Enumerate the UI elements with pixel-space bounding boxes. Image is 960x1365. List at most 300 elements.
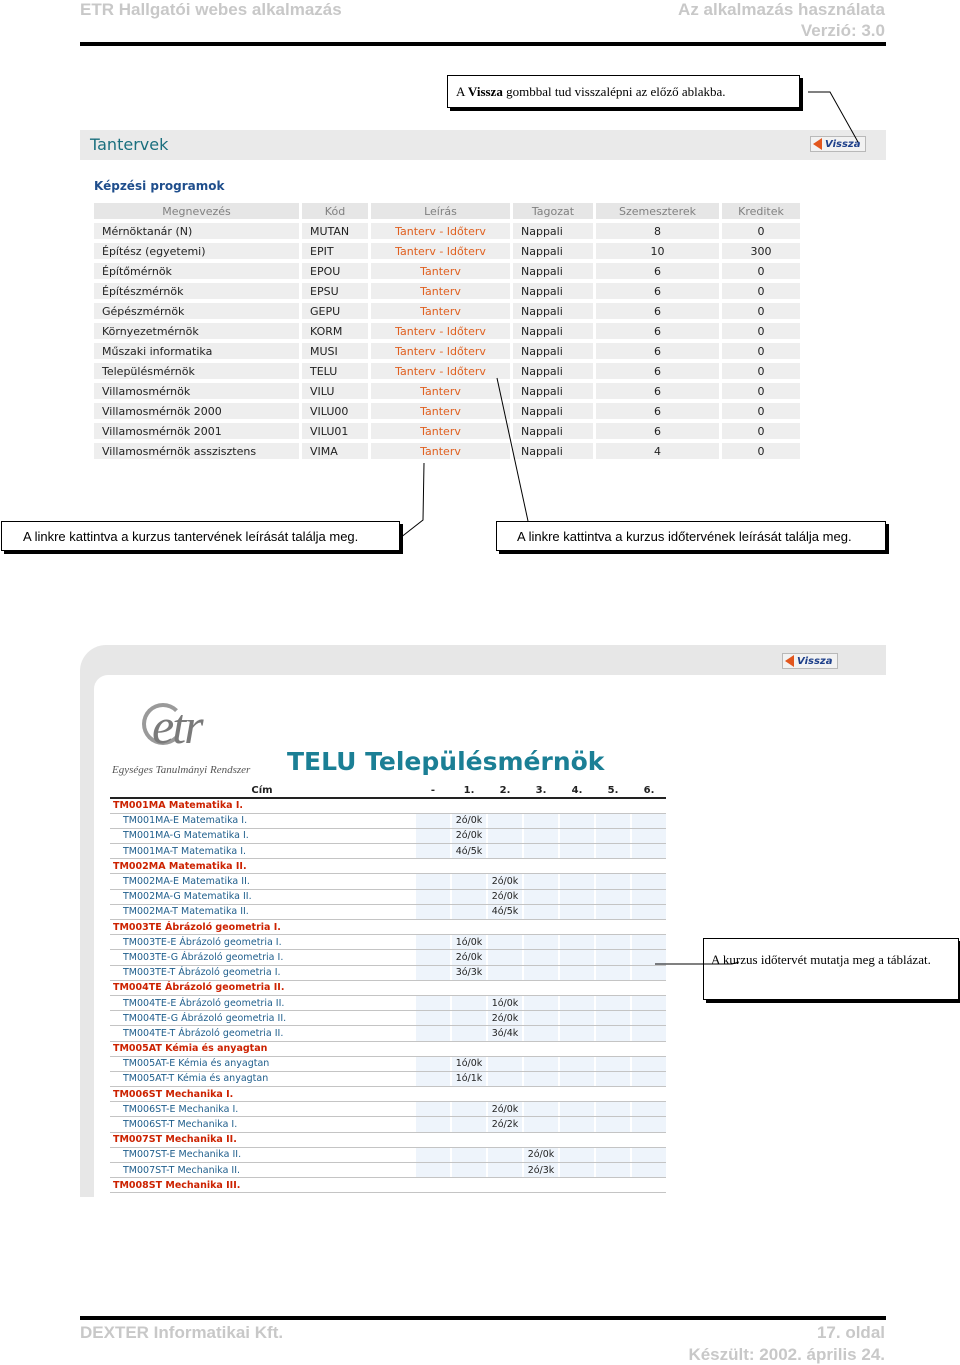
- back-button[interactable]: [810, 136, 866, 152]
- semester-cell: [560, 1117, 594, 1132]
- semester-cell: [416, 889, 450, 904]
- course-name: TM007ST-T Mechanika II.: [110, 1163, 414, 1178]
- semester-cell: [452, 1163, 486, 1178]
- semester-cell: [488, 798, 522, 813]
- semester-cell: [524, 1087, 558, 1102]
- semester-cell: [524, 813, 558, 828]
- semester-cell: [596, 874, 630, 889]
- cell-sem: 8: [596, 223, 719, 239]
- semester-cell: [560, 1011, 594, 1026]
- table-row: [94, 363, 800, 379]
- semester-cell: [452, 1117, 486, 1132]
- column-header-semester: -: [416, 783, 450, 798]
- cell-name: Villamosmérnök 2001: [94, 423, 299, 439]
- cell-name: Építész (egyetemi): [94, 243, 299, 259]
- cell-credits: 0: [722, 303, 800, 319]
- screenshot-timeplan: [80, 645, 886, 1197]
- semester-cell: [560, 844, 594, 859]
- semester-cell: 2ó/0k: [452, 828, 486, 843]
- cell-sem: 10: [596, 243, 719, 259]
- course-name: TM005AT-T Kémia és anyagtan: [110, 1071, 414, 1086]
- course-name: TM003TE-T Ábrázoló geometria I.: [110, 965, 414, 980]
- semester-cell: [632, 1147, 666, 1162]
- table-row: [94, 323, 800, 339]
- semester-cell: [596, 859, 630, 874]
- semester-cell: [524, 1026, 558, 1041]
- course-name: TM003TE-E Ábrázoló geometria I.: [110, 935, 414, 950]
- semester-cell: [524, 1102, 558, 1117]
- subject-row: [110, 844, 666, 859]
- semester-cell: [632, 1071, 666, 1086]
- semester-cell: [560, 995, 594, 1010]
- cell-sem: 4: [596, 443, 719, 459]
- semester-cell: [524, 904, 558, 919]
- cell-mode: Nappali: [513, 423, 593, 439]
- semester-cell: [488, 1132, 522, 1147]
- semester-cell: 2ó/0k: [488, 889, 522, 904]
- semester-cell: [560, 1041, 594, 1056]
- semester-cell: 1ó/0k: [452, 935, 486, 950]
- semester-cell: [632, 995, 666, 1010]
- semester-cell: [488, 1147, 522, 1162]
- course-name: TM004TE-T Ábrázoló geometria II.: [110, 1026, 414, 1041]
- semester-cell: [632, 950, 666, 965]
- semester-cell: [632, 965, 666, 980]
- semester-cell: [560, 859, 594, 874]
- description-link[interactable]: Tanterv: [371, 263, 510, 279]
- cell-code: VILU01: [302, 423, 368, 439]
- table-row: [94, 223, 800, 239]
- callout-back-prefix: A: [456, 84, 468, 99]
- semester-cell: [560, 1102, 594, 1117]
- table-row: [94, 303, 800, 319]
- semester-cell: [596, 1011, 630, 1026]
- cell-code: MUSI: [302, 343, 368, 359]
- semester-cell: [488, 844, 522, 859]
- cell-credits: 0: [722, 263, 800, 279]
- cell-credits: 0: [722, 383, 800, 399]
- semester-cell: [596, 965, 630, 980]
- subject-row: [110, 1102, 666, 1117]
- subject-row: [110, 1147, 666, 1162]
- column-header: Leírás: [371, 203, 510, 219]
- semester-cell: [416, 950, 450, 965]
- semester-cell: [632, 1011, 666, 1026]
- semester-cell: [488, 935, 522, 950]
- cell-sem: 6: [596, 283, 719, 299]
- subject-row: [110, 813, 666, 828]
- semester-cell: [560, 965, 594, 980]
- semester-cell: [452, 798, 486, 813]
- column-header-semester: 1.: [452, 783, 486, 798]
- semester-cell: [560, 1147, 594, 1162]
- semester-cell: [488, 980, 522, 995]
- cell-credits: 0: [722, 323, 800, 339]
- semester-cell: [596, 889, 630, 904]
- cell-mode: Nappali: [513, 243, 593, 259]
- semester-cell: [416, 935, 450, 950]
- cell-name: Építőmérnök: [94, 263, 299, 279]
- course-name: TM005AT Kémia és anyagtan: [110, 1041, 414, 1056]
- semester-cell: [560, 935, 594, 950]
- semester-cell: [416, 1041, 450, 1056]
- semester-cell: 2ó/0k: [452, 950, 486, 965]
- semester-cell: [632, 859, 666, 874]
- semester-cell: [632, 798, 666, 813]
- cell-sem: 6: [596, 343, 719, 359]
- subject-row: [110, 1056, 666, 1071]
- semester-cell: [596, 980, 630, 995]
- semester-cell: [416, 1178, 450, 1193]
- cell-mode: Nappali: [513, 343, 593, 359]
- cell-mode: Nappali: [513, 303, 593, 319]
- semester-cell: [452, 1087, 486, 1102]
- cell-mode: Nappali: [513, 223, 593, 239]
- course-name: TM005AT-E Kémia és anyagtan: [110, 1056, 414, 1071]
- semester-cell: [596, 844, 630, 859]
- semester-cell: [416, 980, 450, 995]
- semester-cell: [452, 1041, 486, 1056]
- back-button-label: Vissza: [797, 655, 833, 667]
- back-button-2[interactable]: [782, 653, 838, 669]
- semester-cell: [488, 950, 522, 965]
- cell-code: EPOU: [302, 263, 368, 279]
- description-link[interactable]: Tanterv - Időterv: [371, 323, 510, 339]
- description-link[interactable]: Tanterv: [371, 383, 510, 399]
- course-name: TM004TE-G Ábrázoló geometria II.: [110, 1011, 414, 1026]
- course-name: TM006ST-E Mechanika I.: [110, 1102, 414, 1117]
- semester-cell: [596, 813, 630, 828]
- description-link[interactable]: Tanterv - Időterv: [371, 363, 510, 379]
- description-link[interactable]: Tanterv: [371, 443, 510, 459]
- cell-credits: 300: [722, 243, 800, 259]
- semester-cell: [632, 1132, 666, 1147]
- description-link[interactable]: Tanterv - Időterv: [371, 343, 510, 359]
- semester-cell: [632, 980, 666, 995]
- cell-name: Környezetmérnök: [94, 323, 299, 339]
- description-link[interactable]: Tanterv: [371, 283, 510, 299]
- semester-cell: [560, 1056, 594, 1071]
- table-row: [94, 283, 800, 299]
- column-header-semester: 3.: [524, 783, 558, 798]
- table-row: [94, 343, 800, 359]
- semester-cell: [596, 1071, 630, 1086]
- semester-cell: 2ó/3k: [524, 1163, 558, 1178]
- section-title: Képzési programok: [94, 179, 225, 193]
- subject-row: [110, 995, 666, 1010]
- semester-cell: [632, 828, 666, 843]
- callout-table: A kurzus időtervét mutatja meg a táblázat.: [703, 938, 959, 1000]
- semester-cell: [632, 1026, 666, 1041]
- semester-cell: [596, 828, 630, 843]
- semester-cell: [632, 874, 666, 889]
- course-name: TM002MA-G Matematika II.: [110, 889, 414, 904]
- cell-credits: 0: [722, 363, 800, 379]
- cell-code: TELU: [302, 363, 368, 379]
- semester-cell: [632, 935, 666, 950]
- column-header: Tagozat: [513, 203, 593, 219]
- header-version: Verzió: 3.0: [800, 21, 885, 40]
- semester-cell: [596, 1056, 630, 1071]
- semester-cell: [452, 904, 486, 919]
- subject-row: [110, 1163, 666, 1178]
- semester-cell: [524, 1056, 558, 1071]
- header-rule: [80, 42, 886, 46]
- course-name: TM006ST-T Mechanika I.: [110, 1117, 414, 1132]
- table-row: [94, 403, 800, 419]
- cell-name: Gépészmérnök: [94, 303, 299, 319]
- semester-cell: [560, 904, 594, 919]
- semester-cell: [488, 920, 522, 935]
- semester-cell: [488, 965, 522, 980]
- semester-cell: [632, 1056, 666, 1071]
- cell-code: KORM: [302, 323, 368, 339]
- semester-cell: [524, 935, 558, 950]
- semester-cell: [488, 1056, 522, 1071]
- semester-cell: 2ó/0k: [488, 1102, 522, 1117]
- semester-cell: [452, 1147, 486, 1162]
- cell-sem: 6: [596, 403, 719, 419]
- column-header-semester: 5.: [596, 783, 630, 798]
- semester-cell: [524, 859, 558, 874]
- semester-cell: [488, 813, 522, 828]
- cell-mode: Nappali: [513, 263, 593, 279]
- semester-cell: 1ó/0k: [452, 1056, 486, 1071]
- footer-company: DEXTER Informatikai Kft.: [80, 1323, 284, 1342]
- semester-cell: [452, 995, 486, 1010]
- semester-cell: [632, 1041, 666, 1056]
- callout-back: [447, 75, 800, 108]
- semester-cell: [488, 1071, 522, 1086]
- subject-row: [110, 889, 666, 904]
- course-row: [110, 798, 666, 813]
- cell-mode: Nappali: [513, 363, 593, 379]
- semester-cell: [560, 1071, 594, 1086]
- footer-page: 17. oldal: [816, 1323, 885, 1342]
- callout-curriculum: A linkre kattintva a kurzus tantervének leírását találja meg.: [1, 521, 400, 551]
- semester-cell: [560, 950, 594, 965]
- semester-cell: [416, 1163, 450, 1178]
- column-header: Megnevezés: [94, 203, 299, 219]
- semester-cell: [416, 798, 450, 813]
- semester-cell: [596, 1117, 630, 1132]
- semester-cell: [416, 1102, 450, 1117]
- semester-cell: 2ó/0k: [488, 1011, 522, 1026]
- semester-cell: [596, 1163, 630, 1178]
- semester-cell: [416, 1026, 450, 1041]
- course-name: TM007ST-E Mechanika II.: [110, 1147, 414, 1162]
- semester-cell: [524, 995, 558, 1010]
- semester-cell: [524, 844, 558, 859]
- semester-cell: [452, 1011, 486, 1026]
- semester-cell: [416, 1132, 450, 1147]
- table-row: [94, 243, 800, 259]
- subject-row: [110, 950, 666, 965]
- course-name: TM006ST Mechanika I.: [110, 1087, 414, 1102]
- semester-cell: [416, 844, 450, 859]
- cell-mode: Nappali: [513, 403, 593, 419]
- semester-cell: [596, 935, 630, 950]
- semester-cell: [524, 874, 558, 889]
- footer-date: Készült: 2002. április 24.: [688, 1345, 885, 1364]
- description-link[interactable]: Tanterv: [371, 403, 510, 419]
- semester-cell: [596, 1041, 630, 1056]
- programs-table: [91, 199, 803, 463]
- cell-sem: 6: [596, 363, 719, 379]
- description-link[interactable]: Tanterv: [371, 423, 510, 439]
- course-name: TM008ST Mechanika III.: [110, 1178, 414, 1193]
- semester-cell: [524, 828, 558, 843]
- cell-sem: 6: [596, 263, 719, 279]
- back-button-label: Vissza: [825, 138, 861, 150]
- semester-cell: [524, 1117, 558, 1132]
- cell-code: GEPU: [302, 303, 368, 319]
- table-row: [94, 263, 800, 279]
- description-link[interactable]: Tanterv - Időterv: [371, 223, 510, 239]
- semester-cell: [488, 1041, 522, 1056]
- etr-logo-subtitle: Egységes Tanulmányi Rendszer: [112, 764, 251, 776]
- column-header-semester: 6.: [632, 783, 666, 798]
- semester-cell: 1ó/1k: [452, 1071, 486, 1086]
- semester-cell: [416, 859, 450, 874]
- description-link[interactable]: Tanterv: [371, 303, 510, 319]
- column-header: Kreditek: [722, 203, 800, 219]
- semester-cell: [560, 889, 594, 904]
- semester-cell: [524, 965, 558, 980]
- cell-credits: 0: [722, 423, 800, 439]
- semester-cell: [632, 1102, 666, 1117]
- cell-name: Villamosmérnök asszisztens: [94, 443, 299, 459]
- semester-cell: [416, 920, 450, 935]
- semester-cell: [416, 1147, 450, 1162]
- course-row: [110, 1087, 666, 1102]
- callout-timeplan: A linkre kattintva a kurzus időtervének leírását találja meg.: [496, 521, 886, 551]
- cell-credits: 0: [722, 283, 800, 299]
- semester-cell: [488, 828, 522, 843]
- cell-sem: 6: [596, 303, 719, 319]
- semester-cell: [416, 813, 450, 828]
- table-row: [94, 443, 800, 459]
- course-row: [110, 859, 666, 874]
- semester-cell: 2ó/2k: [488, 1117, 522, 1132]
- semester-cell: [452, 980, 486, 995]
- semester-cell: [524, 1071, 558, 1086]
- course-name: TM001MA-E Matematika I.: [110, 813, 414, 828]
- course-row: [110, 1041, 666, 1056]
- semester-cell: [452, 1102, 486, 1117]
- semester-cell: [524, 798, 558, 813]
- semester-cell: [560, 1178, 594, 1193]
- cell-mode: Nappali: [513, 323, 593, 339]
- semester-cell: [524, 1178, 558, 1193]
- cell-name: Villamosmérnök: [94, 383, 299, 399]
- footer-rule: [80, 1316, 886, 1320]
- semester-cell: [416, 1087, 450, 1102]
- semester-cell: [596, 1026, 630, 1041]
- semester-cell: [632, 920, 666, 935]
- semester-cell: [452, 1026, 486, 1041]
- course-row: [110, 920, 666, 935]
- semester-cell: 2ó/0k: [524, 1147, 558, 1162]
- semester-cell: 3ó/4k: [488, 1026, 522, 1041]
- header-doc-title: Az alkalmazás használata: [678, 0, 885, 19]
- semester-cell: [596, 995, 630, 1010]
- course-row: [110, 1178, 666, 1193]
- semester-cell: [416, 828, 450, 843]
- subject-row: [110, 935, 666, 950]
- cell-name: Mérnöktanár (N): [94, 223, 299, 239]
- cell-name: Műszaki informatika: [94, 343, 299, 359]
- semester-cell: [488, 1163, 522, 1178]
- description-link[interactable]: Tanterv - Időterv: [371, 243, 510, 259]
- semester-cell: [560, 828, 594, 843]
- semester-cell: [632, 813, 666, 828]
- leader-curriculum: [400, 463, 424, 538]
- semester-cell: 2ó/0k: [488, 874, 522, 889]
- semester-cell: 1ó/0k: [488, 995, 522, 1010]
- semester-cell: [596, 904, 630, 919]
- semester-cell: [560, 1087, 594, 1102]
- semester-cell: [596, 1147, 630, 1162]
- table-row: [94, 423, 800, 439]
- cell-name: Településmérnök: [94, 363, 299, 379]
- semester-cell: [632, 1178, 666, 1193]
- etr-logo-text: etr: [152, 698, 202, 754]
- semester-cell: [524, 1011, 558, 1026]
- semester-cell: 2ó/0k: [452, 813, 486, 828]
- course-name: TM004TE-E Ábrázoló geometria II.: [110, 995, 414, 1010]
- semester-cell: [416, 995, 450, 1010]
- semester-cell: [596, 920, 630, 935]
- cell-code: VILU00: [302, 403, 368, 419]
- header-app-name: ETR Hallgatói webes alkalmazás: [80, 0, 342, 19]
- semester-cell: [452, 1178, 486, 1193]
- semester-cell: [632, 889, 666, 904]
- course-name: TM003TE-G Ábrázoló geometria I.: [110, 950, 414, 965]
- semester-cell: [560, 1132, 594, 1147]
- semester-cell: [416, 904, 450, 919]
- semester-cell: [596, 798, 630, 813]
- column-header-semester: 2.: [488, 783, 522, 798]
- semester-cell: [632, 1117, 666, 1132]
- cell-mode: Nappali: [513, 383, 593, 399]
- cell-credits: 0: [722, 223, 800, 239]
- semester-cell: [416, 965, 450, 980]
- course-name: TM007ST Mechanika II.: [110, 1132, 414, 1147]
- semester-cell: [416, 1011, 450, 1026]
- cell-credits: 0: [722, 343, 800, 359]
- course-name: TM001MA-T Matematika I.: [110, 844, 414, 859]
- cell-name: Építészmérnök: [94, 283, 299, 299]
- semester-cell: [560, 980, 594, 995]
- course-row: [110, 980, 666, 995]
- course-name: TM001MA Matematika I.: [110, 798, 414, 813]
- semester-cell: [524, 920, 558, 935]
- cell-code: VIMA: [302, 443, 368, 459]
- semester-cell: [632, 1087, 666, 1102]
- semester-cell: [452, 874, 486, 889]
- subject-row: [110, 828, 666, 843]
- subject-row: [110, 1071, 666, 1086]
- semester-cell: [452, 1132, 486, 1147]
- semester-cell: [596, 1102, 630, 1117]
- cell-credits: 0: [722, 443, 800, 459]
- semester-cell: [452, 920, 486, 935]
- semester-cell: 4ó/5k: [452, 844, 486, 859]
- subject-row: [110, 1117, 666, 1132]
- screenshot-curricula: [80, 130, 886, 470]
- semester-cell: [632, 904, 666, 919]
